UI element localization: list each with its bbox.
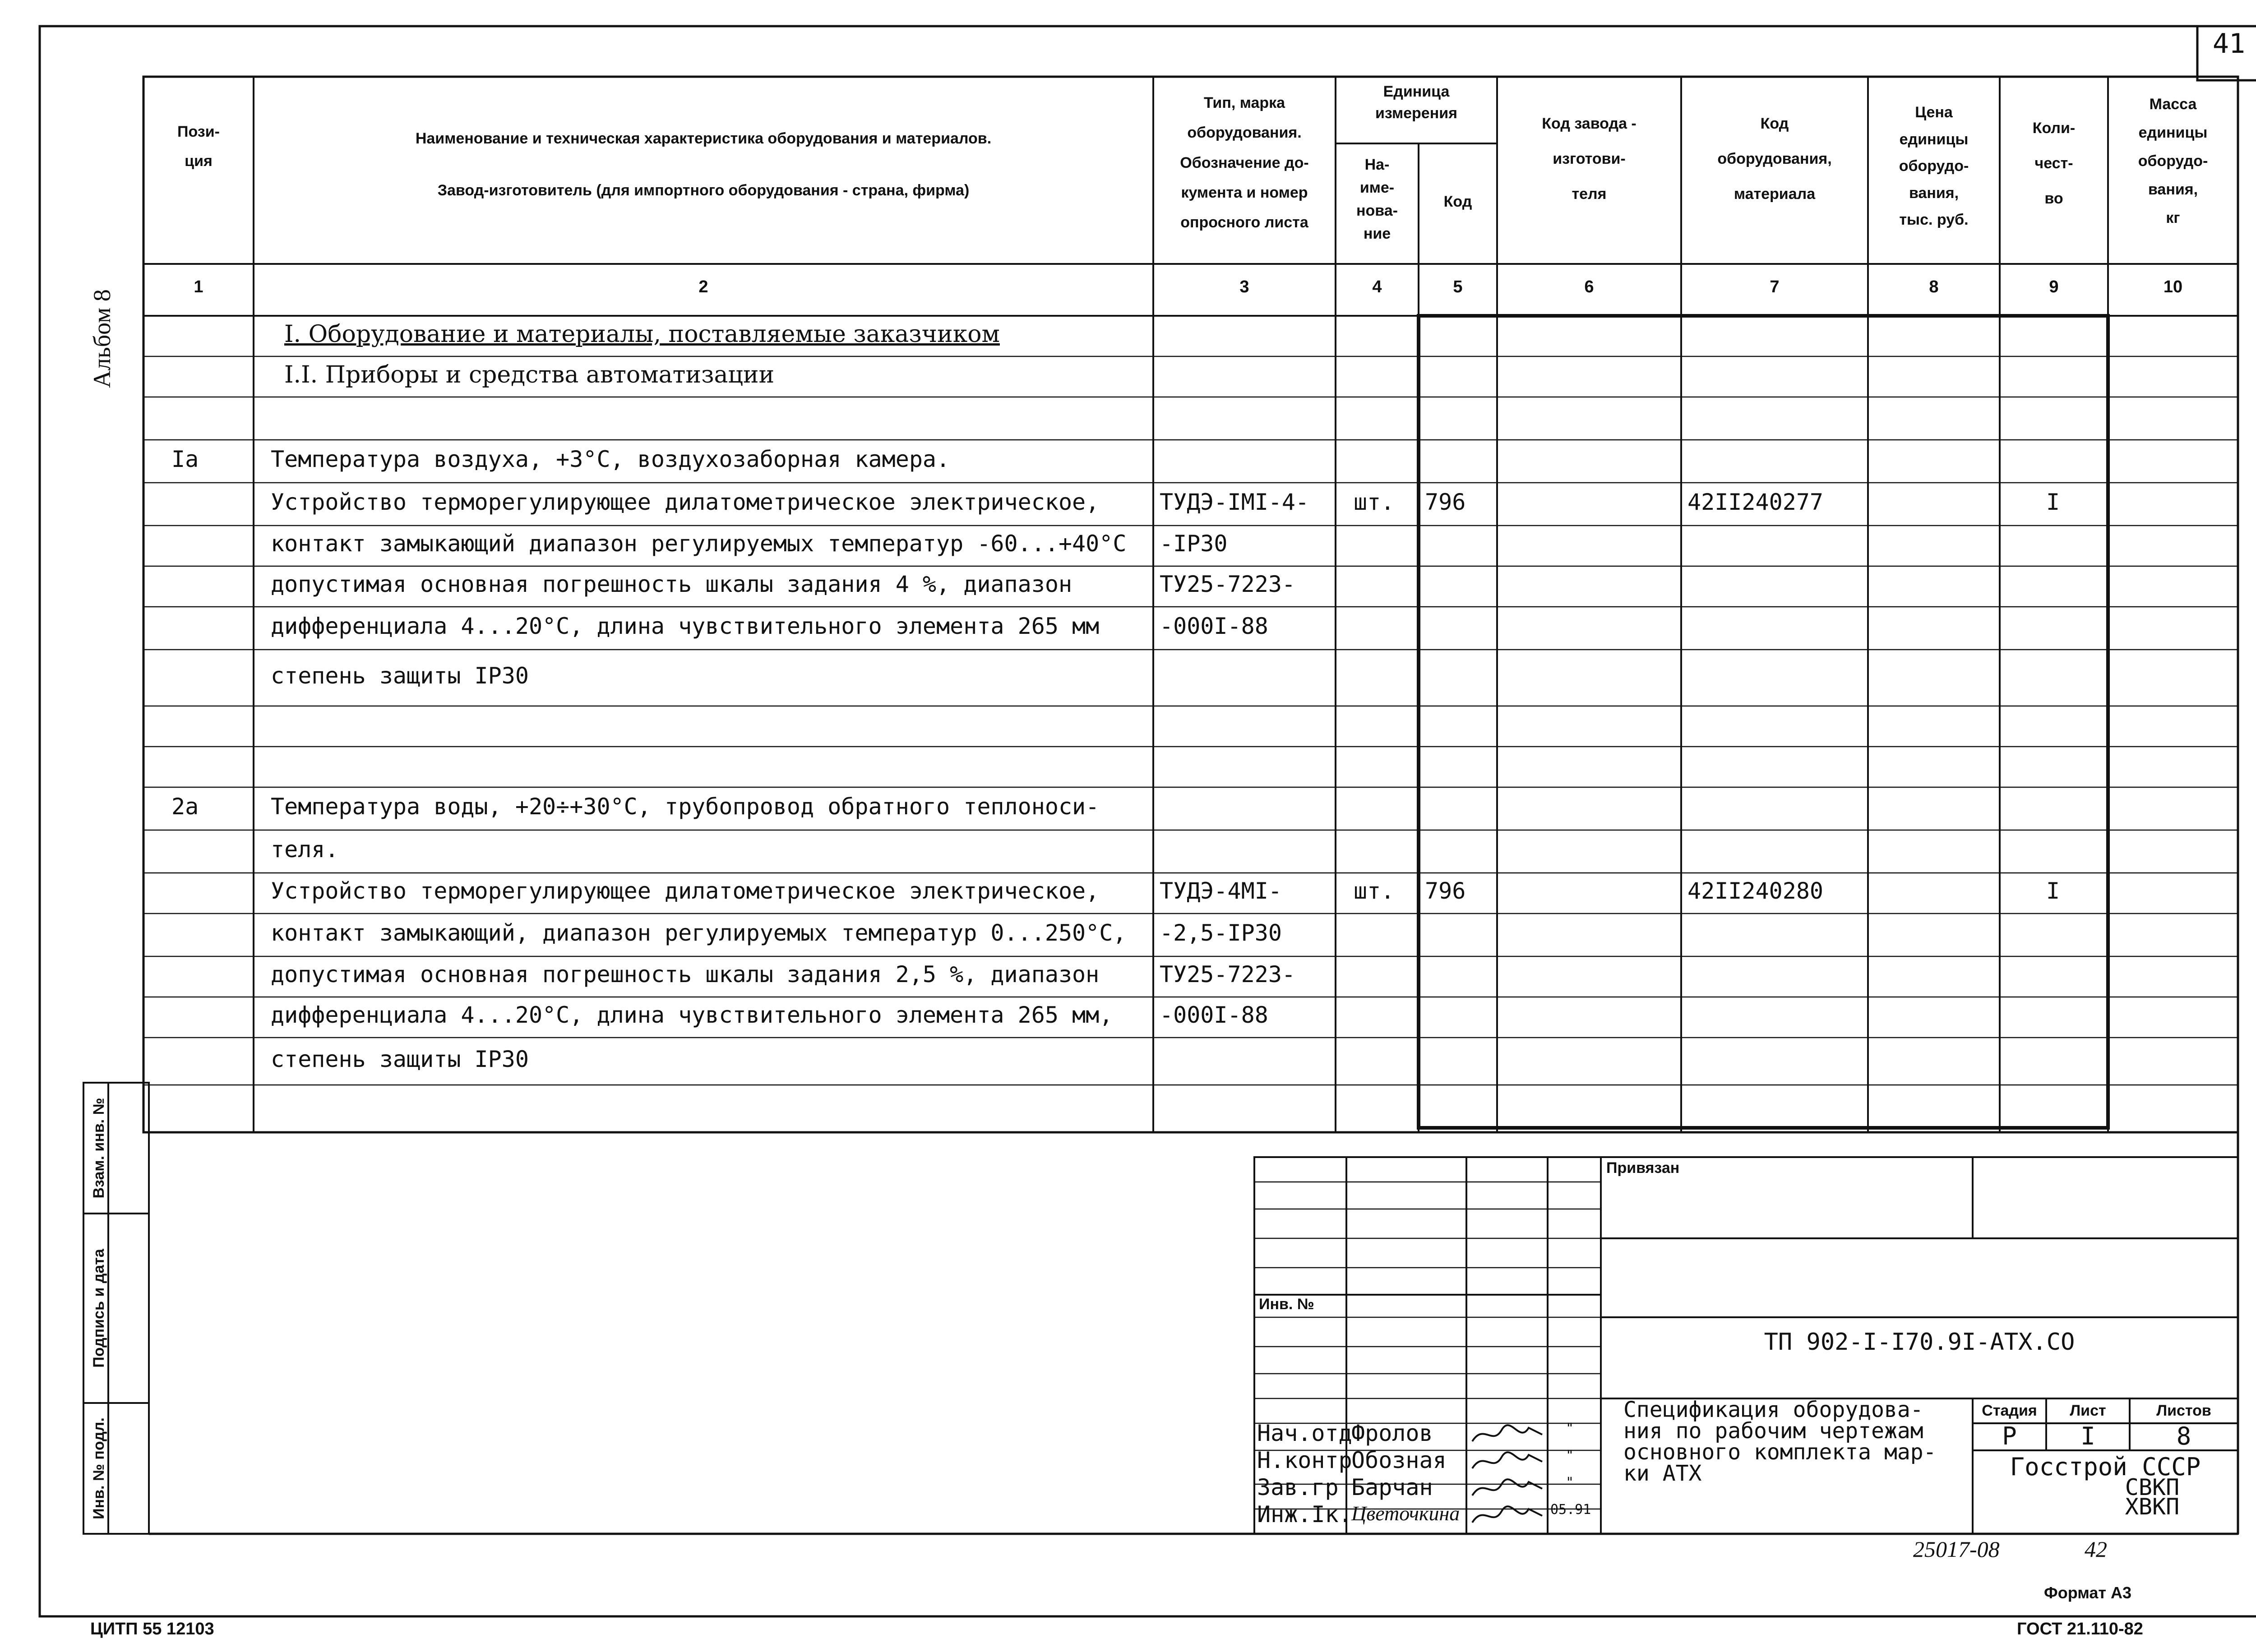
row-type: -2,5-IР30: [1160, 919, 1282, 946]
row-name: степень защиты IР30: [271, 662, 529, 689]
tb-stage: Р: [2002, 1422, 2017, 1450]
footer-format: Формат А3: [2044, 1583, 2132, 1602]
tb-sheets: 8: [2176, 1422, 2191, 1450]
signer-date: 05.91: [1550, 1502, 1591, 1518]
row-type: ТУ25-7223-: [1160, 571, 1296, 597]
header-unit-code: Код: [1443, 193, 1472, 210]
row-name: теля.: [271, 836, 339, 863]
column-number: 8: [1929, 277, 1939, 296]
stamp-signature-date: Подпись и дата: [90, 1249, 107, 1368]
row-name: дифференциала 4...20°С, длина чувствительного элемента 265 мм,: [271, 1002, 1113, 1028]
row-name: допустимая основная погрешность шкалы задания 2,5 %, диапазон: [271, 961, 1100, 988]
row-type: ТУ25-7223-: [1160, 961, 1296, 988]
row-type: -000I-88: [1160, 1002, 1268, 1028]
signature-scribble: [1470, 1448, 1547, 1475]
tb-doc-title: Спецификация оборудова- ния по рабочим чертежам основного комплекта мар- ки АТХ: [1623, 1397, 1937, 1486]
row-unit: шт.: [1354, 489, 1395, 515]
column-number: 6: [1584, 277, 1594, 296]
tb-sheet-label: Лист: [2070, 1402, 2106, 1419]
row-name: I.I. Приборы и средства автоматизации: [284, 361, 775, 388]
signer-name: Фролов: [1351, 1420, 1433, 1446]
signer-role: Нач.отд: [1257, 1420, 1352, 1446]
row-quantity: I: [2046, 489, 2060, 515]
stamp-original-inv: Инв. № подл.: [90, 1417, 107, 1519]
row-type: ТУДЭ-4МI-: [1160, 878, 1282, 904]
footer-gost: ГОСТ 21.110-82: [2017, 1620, 2143, 1638]
footer-page-handwritten: 42: [2085, 1537, 2107, 1562]
row-name: степень защиты IР30: [271, 1046, 529, 1072]
row-position: Iа: [171, 446, 199, 472]
header-name-line1: Наименование и техническая характеристика оборудования и материалов.: [415, 130, 992, 147]
footer-left-code: ЦИТП 55 12103: [90, 1620, 214, 1638]
header-unit: Единица измерения: [1375, 83, 1457, 122]
row-unit: шт.: [1354, 878, 1395, 904]
tb-inv-no: Инв. №: [1259, 1296, 1314, 1313]
header-position: Пози- ция: [177, 123, 220, 170]
row-unit-code: 796: [1425, 489, 1466, 515]
row-type: ТУДЭ-IМI-4-: [1160, 489, 1309, 515]
row-type: -000I-88: [1160, 613, 1268, 639]
tb-stage-label: Стадия: [1982, 1402, 2037, 1419]
signer-role: Н.контр: [1257, 1447, 1352, 1473]
album-label: Альбом 8: [88, 289, 116, 388]
header-unit-name: На- име- нова- ние: [1356, 156, 1398, 242]
tb-org2: СВКП: [2125, 1474, 2180, 1500]
row-name: Устройство терморегулирующее дилатометрическое электрическое,: [271, 489, 1100, 515]
header-type: Тип, марка оборудования. Обозначение до- кумента и номер опросного листа: [1180, 94, 1309, 231]
row-name: Температура воздуха, +3°С, воздухозаборная камера.: [271, 446, 950, 472]
signer-date: ": [1566, 1448, 1574, 1463]
row-name: Устройство терморегулирующее дилатометрическое электрическое,: [271, 878, 1100, 904]
signature-scribble: [1470, 1421, 1547, 1448]
row-equipment-code: 42II240280: [1687, 878, 1824, 904]
signer-name: Цветочкина: [1351, 1502, 1460, 1525]
column-number: 7: [1770, 277, 1780, 296]
header-plant-code: Код завода - изготови- теля: [1542, 115, 1637, 203]
header-price: Цена единицы оборудо- вания, тыс. руб.: [1899, 104, 1969, 228]
column-number: 3: [1239, 277, 1249, 296]
column-number: 9: [2049, 277, 2059, 296]
signer-name: Барчан: [1351, 1474, 1433, 1500]
tb-org1: Госстрой СССР: [2010, 1453, 2201, 1481]
row-name: контакт замыкающий диапазон регулируемых температур -60...+40°С: [271, 531, 1127, 557]
sheet-number: 41: [2212, 28, 2246, 60]
signature-scribble: [1470, 1475, 1547, 1502]
column-number: 10: [2163, 277, 2183, 296]
column-number: 4: [1372, 277, 1382, 296]
row-equipment-code: 42II240277: [1687, 489, 1824, 515]
tb-privyazan: Привязан: [1606, 1159, 1680, 1177]
row-position: 2а: [171, 793, 199, 820]
signer-date: ": [1566, 1475, 1574, 1490]
tb-sheets-label: Листов: [2156, 1402, 2211, 1419]
column-number: 1: [194, 277, 203, 296]
stamp-replace-inv: Взам. инв. №: [90, 1098, 107, 1199]
column-number: 5: [1453, 277, 1463, 296]
row-quantity: I: [2046, 878, 2060, 904]
row-name: допустимая основная погрешность шкалы задания 4 %, диапазон: [271, 571, 1073, 597]
row-name: Температура воды, +20÷+30°С, трубопровод обратного теплоноси-: [271, 793, 1100, 820]
signer-role: Зав.гр: [1257, 1474, 1339, 1500]
tb-doc-code: ТП 902-I-I70.9I-АТХ.СО: [1764, 1329, 2075, 1356]
signer-date: ": [1566, 1421, 1574, 1436]
row-name: дифференциала 4...20°С, длина чувствительного элемента 265 мм: [271, 613, 1100, 639]
footer-handwritten-code: 25017-08: [1913, 1537, 2000, 1562]
signer-role: Инж.Iк.: [1257, 1501, 1352, 1527]
header-name-line2: Завод-изготовитель (для импортного оборудования - страна, фирма): [437, 182, 970, 199]
row-type: -IР30: [1160, 531, 1228, 557]
row-name: I. Оборудование и материалы, поставляемые заказчиком: [284, 321, 1000, 348]
header-equipment-code: Код оборудования, материала: [1717, 115, 1832, 203]
tb-org3: ХВКП: [2125, 1494, 2180, 1520]
header-quantity: Коли- чест- во: [2032, 120, 2076, 208]
tb-sheet: I: [2080, 1422, 2095, 1450]
header-mass: Масса единицы оборудо- вания, кг: [2138, 96, 2208, 226]
row-unit-code: 796: [1425, 878, 1466, 904]
row-name: контакт замыкающий, диапазон регулируемых температур 0...250°С,: [271, 919, 1127, 946]
signer-name: Обозная: [1351, 1447, 1447, 1473]
column-number: 2: [698, 277, 708, 296]
signature-scribble: [1470, 1502, 1547, 1529]
